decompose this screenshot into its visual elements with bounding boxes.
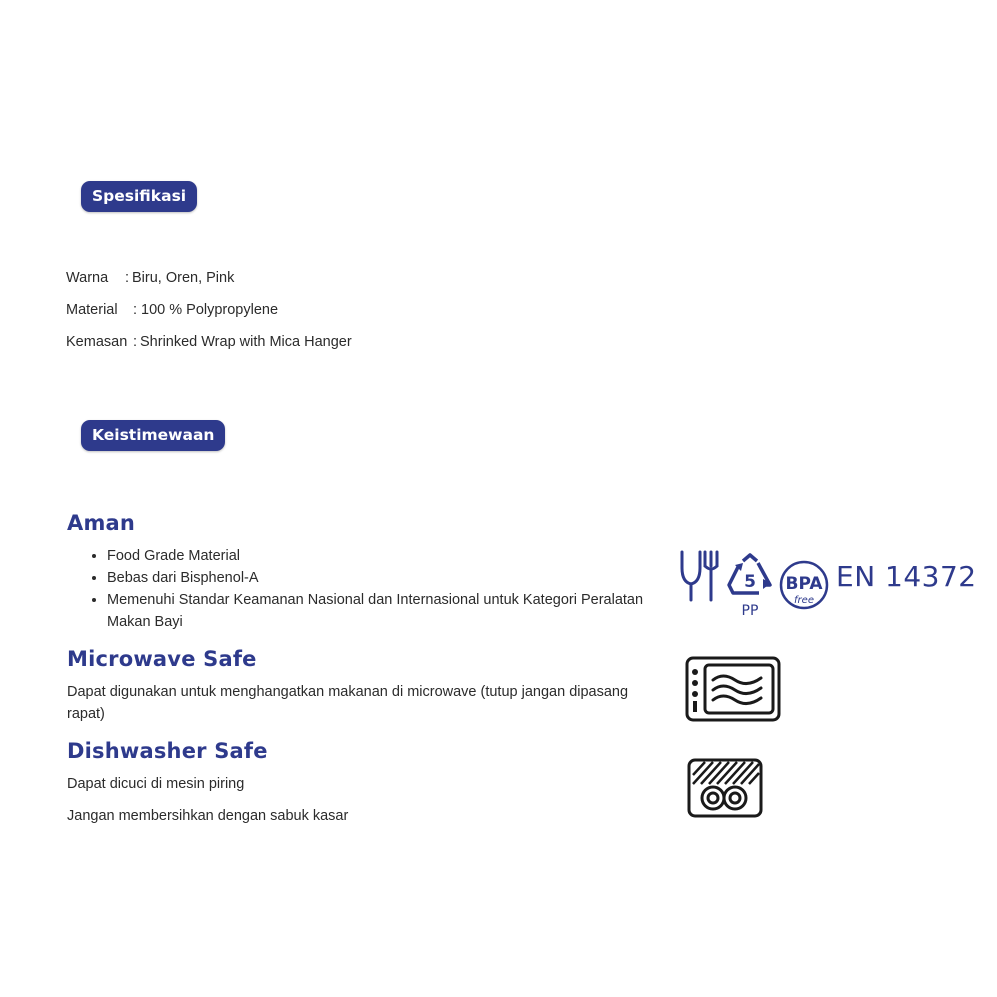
spec-separator: :: [133, 334, 138, 350]
dishwasher-description-1: Dapat dicuci di mesin piring: [67, 776, 245, 792]
spec-value: Biru, Oren, Pink: [132, 270, 235, 286]
aman-bullet-list: [67, 545, 667, 633]
recycle-number: 5: [744, 572, 756, 592]
list-item: • Bebas dari Bisphenol-A: [107, 567, 667, 589]
spec-value: 100 % Polypropylene: [141, 302, 279, 318]
recycle-code: PP: [741, 603, 759, 619]
en-standard-label: EN 14372: [836, 560, 977, 593]
aman-title: Aman: [67, 511, 136, 535]
spec-row-material: [66, 302, 278, 318]
microwave-description: Dapat digunakan untuk menghangatkan makanan di microwave (tutup jangan dipasang rapat): [67, 684, 629, 722]
food-safe-icon: [678, 548, 724, 604]
spec-label: Material: [66, 302, 118, 318]
microwave-title: Microwave Safe: [67, 647, 257, 671]
spec-row-warna: [66, 270, 234, 286]
microwave-icon: [685, 656, 781, 722]
spec-separator: :: [125, 270, 130, 286]
bpa-sub: free: [794, 595, 814, 606]
bpa-label: BPA: [785, 574, 823, 594]
list-item: • Food Grade Material: [107, 545, 667, 567]
spec-label: Warna: [66, 270, 109, 286]
dishwasher-icon: [687, 758, 763, 818]
spec-separator: :: [133, 302, 138, 318]
dishwasher-title: Dishwasher Safe: [67, 739, 268, 763]
spesifikasi-heading: Spesifikasi: [81, 181, 197, 212]
recycle-pp-icon: [725, 553, 775, 619]
dishwasher-description-2: Jangan membersihkan dengan sabuk kasar: [67, 808, 349, 824]
bpa-free-icon: [778, 559, 830, 611]
list-item: • Memenuhi Standar Keamanan Nasional dan Internasional untuk Kategori Peralatan Makan Bayi: [107, 589, 667, 633]
spec-row-kemasan: [66, 334, 352, 350]
spec-value: Shrinked Wrap with Mica Hanger: [140, 334, 352, 350]
spec-label: Kemasan: [66, 334, 128, 350]
keistimewaan-heading: Keistimewaan: [81, 420, 225, 451]
